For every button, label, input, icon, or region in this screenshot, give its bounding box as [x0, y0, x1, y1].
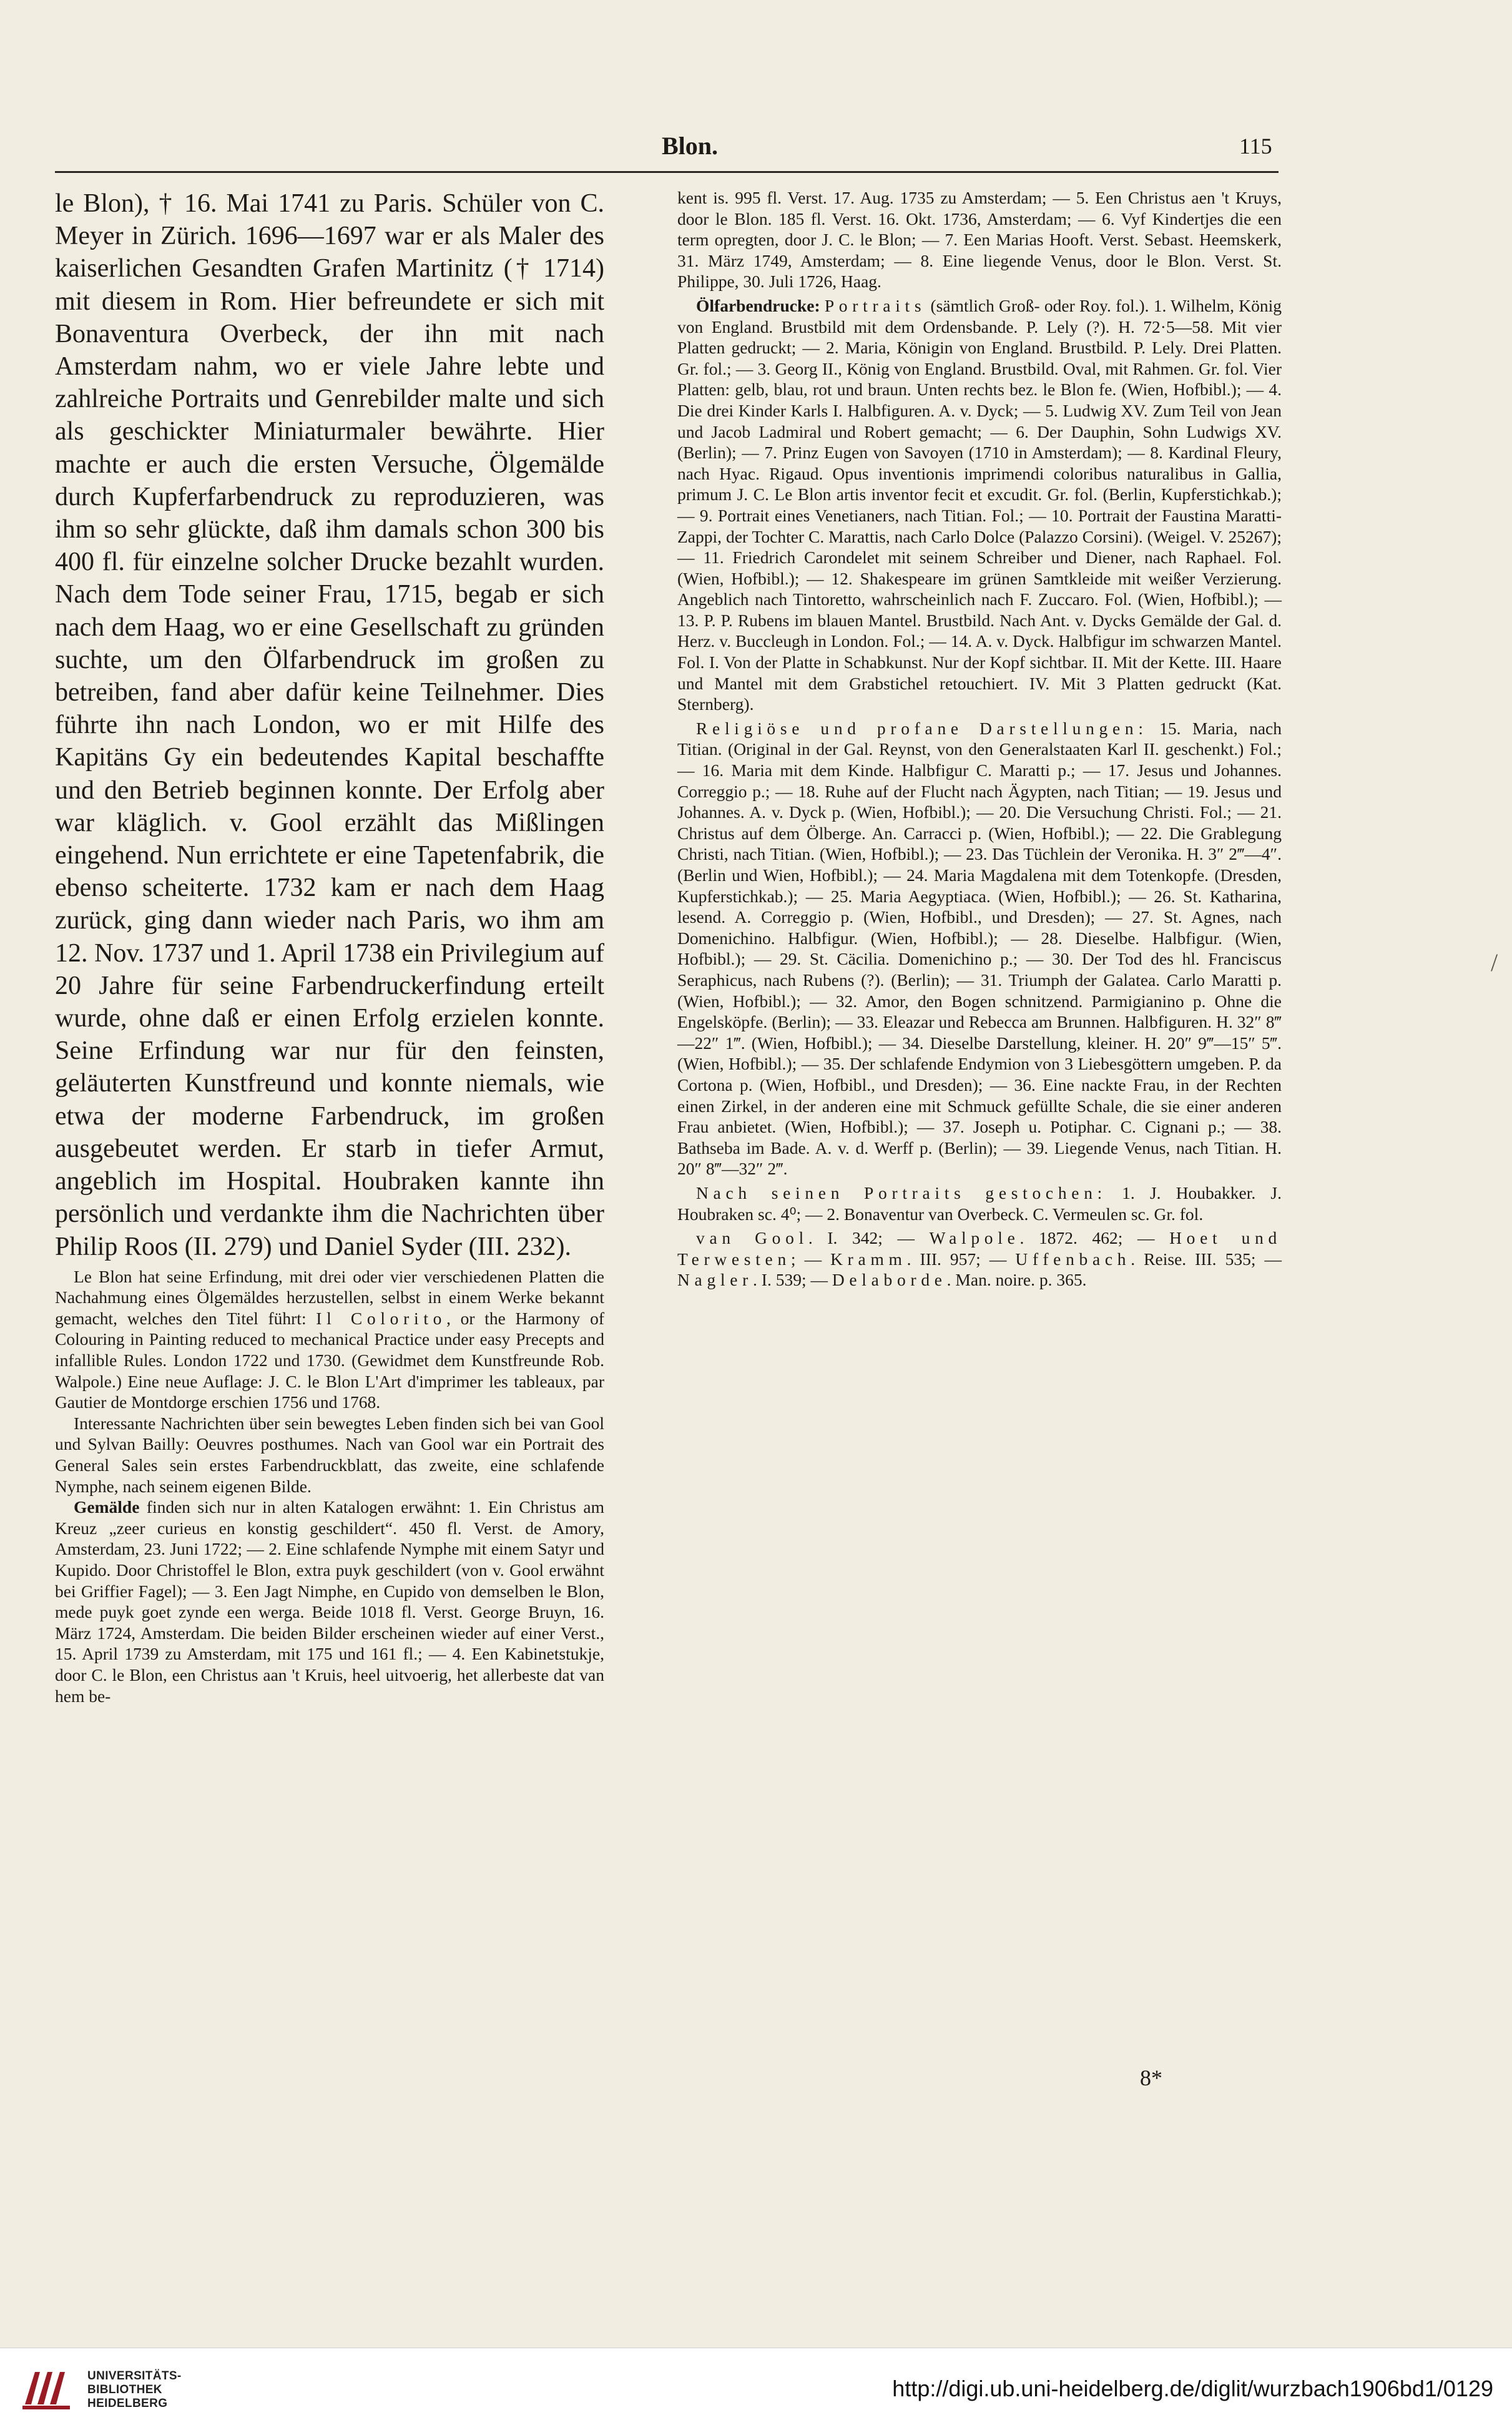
- section-heading: Ölfarbendrucke:: [696, 295, 820, 315]
- literature-paragraph: [677, 1227, 1282, 1291]
- subsection-heading: Religiöse und profane Darstellungen:: [696, 718, 1148, 738]
- book-title: Il Colorito: [316, 1308, 447, 1328]
- running-title: Blon.: [661, 132, 719, 160]
- reference-text: . 1872. 462; —: [1019, 1228, 1170, 1248]
- prints-paragraph: [677, 295, 1282, 715]
- section-heading: Gemälde: [74, 1497, 140, 1517]
- reference-text: . I. 539; —: [753, 1270, 832, 1290]
- note-paragraph: [55, 1266, 604, 1413]
- author-name: Kramm: [830, 1249, 907, 1269]
- author-name: Nagler: [677, 1270, 754, 1290]
- note-text: , or the Harmony of Colouring in Painting reduced to mechanical Practice under easy Precepts and infallible Rules. London 1722 und 1730. (Gewidmet dem Kunstfreunde Rob. Walpole.) Eine neue Auflage: J. C. le Blon L'Art d'imprimer les tableaux, par Gautier de Montdorge erschien 1756 und 1768.: [55, 1308, 605, 1412]
- religious-text: 15. Maria, nach Titian. (Original in der Gal. Reynst, von den Generalstaaten Karl II. geschenkt.) Fol.; — 16. Maria mit dem Kinde. Halbfigur C. Maratti p.; — 17. Jesus und Johannes. Correggio p.; — 18. Ruhe auf der Flucht nach Ägypten, nach Titian; — 19. Jesus und Johannes. A. v. Dyck p. (Wien, Hofbibl.); — 20. Die Versuchung Christi. Fol.; — 21. Christus auf dem Ölberge. An. Carracci p. (Wien, Hofbibl.); — 22. Die Grablegung Christi, nach Titian. (Wien, Hofbibl.); — 23. Das Tüchlein der Veronika. H. 3″ 2‴—4″. (Berlin und Wien, Hofbibl.); — 24. Maria Magdalena mit dem Totenkopfe. (Dresden, Kupferstichkab.); — 25. Maria Aegyptiaca. (Wien, Hofbibl.); — 26. St. Katharina, lesend. A. Correggio p. (Wien, Hofbibl., und Dresden); — 27. St. Agnes, nach Domenichino. Halbfigur. (Wien, Hofbibl.); — 28. Dieselbe. Halbfigur. (Wien, Hofbibl.); — 29. St. Cäcilia. Domenichino p.; — 30. Der Tod des hl. Franciscus Seraphicus, nach Rubens (?). (Berlin); — 31. Triumph der Galatea. Carlo Maratti p. (Wien, Hofbibl.); — 32. Amor, den Bogen schnitzend. Parmigianino p. Ohne die Engelsköpfe. (Berlin); — 33. Eleazar und Rebecca am Brunnen. Halbfiguren. H. 32″ 8‴—22″ 1‴. (Wien, Hofbibl.); — 34. Dieselbe Darstellung, kleiner. H. 20″ 9‴—15″ 5‴. (Wien, Hofbibl.); — 35. Der schlafende Endymion von 3 Liebesgöttern umgeben. P. da Cortona p. (Wien, Hofbibl., und Dresden); — 36. Eine nackte Frau, in der Rechten einen Zirkel, in der anderen eine mit Schmuck gefüllte Schale, die sie einer anderen Frau anbietet. (Wien, Hofbibl.); — 37. Joseph u. Potiphar. C. Cignani p.; — 38. Bathseba im Bade. A. v. d. Werff p. (Berlin); — 39. Liegende Venus, nach Titian. H. 20″ 8‴—32″ 2‴.: [677, 718, 1282, 1179]
- note-paragraph: Interessante Nachrichten über sein bewegtes Leben finden sich bei van Gool und Sylvan Bailly: Oeuvres posthumes. Nach van Gool war ein Portrait des General Sales sein erstes Farbendruckblatt, das zweite, eine schlafende Nymphe, nach seinem eigenen Bilde.: [55, 1413, 604, 1496]
- logo-line: UNIVERSITÄTS-: [87, 2369, 182, 2383]
- reference-text: . III. 957; —: [906, 1249, 1016, 1269]
- author-name: Uffenbach: [1015, 1249, 1131, 1269]
- reference-text: . Man. noire. p. 365.: [946, 1270, 1087, 1290]
- author-name: Hoet und Terwesten: [677, 1228, 1282, 1269]
- subsection-heading: Nach seinen Portraits gestochen:: [696, 1183, 1107, 1203]
- religious-paragraph: [677, 718, 1282, 1179]
- library-name[interactable]: [87, 2369, 182, 2411]
- university-library-logo-icon[interactable]: [16, 2363, 79, 2414]
- prints-text: (sämtlich Groß- oder Roy. fol.). 1. Wilhelm, König von England. Brustbild mit dem Ordensbande. P. Lely (?). H. 72·5—58. Mit vier Platten gedruckt; — 2. Maria, Königin von England. Brustbild. P. Lely. Drei Platten. Gr. fol.; — 3. Georg II., König von England. Brustbild. Oval, mit Rahmen. Gr. fol. Vier Platten: gelb, blau, rot und braun. Unten rechts bez. le Blon fe. (Wien, Hofbibl.); — 4. Die drei Kinder Karls I. Halbfiguren. A. v. Dyck; — 5. Ludwig XV. Zum Teil von Jean und Jacob Ladmiral und Robert gemacht; — 6. Der Dauphin, Sohn Ludwigs XV. (Berlin); — 7. Prinz Eugen von Savoyen (1710 in Amsterdam); — 8. Kardinal Fleury, nach Hyac. Rigaud. Opus inventionis imprimendi coloribus naturalibus in Gallia, primum J. C. Le Blon artis inventor fecit et excudit. Gr. fol. (Berlin, Kupferstichkab.); — 9. Portrait eines Venetianers, nach Titian. Fol.; — 10. Portrait der Faustina Maratti-Zappi, der Tochter C. Marattis, nach Carlo Dolce (Palazzo Corsini). (Weigel. V. 25267); — 11. Friedrich Carondelet mit seinem Schreiber und Diener, nach Raphael. Fol. (Wien, Hofbibl.); — 12. Shakespeare im grünen Samtkleide mit weißer Verzierung. Angeblich nach Tintoretto, wahrscheinlich nach F. Zuccaro. Fol. (Wien, Hofbibl.); — 13. P. P. Rubens im blauen Mantel. Brustbild. Nach Ant. v. Dycks Gemälde der Gal. d. Herz. v. Buccleugh in London. Fol.; — 14. A. v. Dyck. Halbfigur im schwarzen Mantel. Fol. I. Von der Platte in Schabkunst. Nur der Kopf sichtbar. II. Mit der Kette. III. Haare und Mantel mit dem Grabstichel retouchiert. IV. Mit 3 Platten gedruckt (Kat. Sternberg).: [677, 295, 1282, 714]
- reference-text: . I. 342; —: [808, 1228, 930, 1248]
- paintings-paragraph: [55, 1497, 604, 1706]
- paintings-text: finden sich nur in alten Katalogen erwähnt: 1. Ein Christus am Kreuz „zeer curieus en konstig geschildert“. 450 fl. Verst. de Amory, Amsterdam, 23. Juni 1722; — 2. Eine schlafende Nymphe mit einem Satyr und Kupido. Door Christoffel le Blon, extra puyk geschildert (von v. Gool erwähnt bei Griffier Fagel); — 3. Een Jagt Nimphe, en Cupido von demselben le Blon, mede puyk goet zynde een werga. Beide 1018 fl. Verst. George Bruyn, 16. März 1724, Amsterdam. Die beiden Bilder erscheinen wieder auf einer Verst., 15. April 1739 zu Amsterdam, mit 175 und 161 fl.; — 4. Een Kabinetstukje, door C. le Blon, een Christus aan 't Kruis, heel uitvoerig, het allerbeste dat van hem be-: [55, 1497, 604, 1706]
- logo-line: HEIDELBERG: [87, 2397, 168, 2410]
- engravings-paragraph: [677, 1183, 1282, 1224]
- page-number: 115: [1239, 134, 1272, 159]
- engravings-text: 1. J. Houbakker. J. Houbraken sc. 4⁰; — 2. Bonaventur van Overbeck. C. Vermeulen sc. Gr. fol.: [677, 1183, 1282, 1224]
- author-name: Walpole: [929, 1228, 1020, 1248]
- subsection-heading: Portraits: [824, 295, 926, 315]
- paintings-continued: kent is. 995 fl. Verst. 17. Aug. 1735 zu Amsterdam; — 5. Een Christus aen 't Kruys, door le Blon. 185 fl. Verst. 16. Okt. 1736, Amsterdam; — 6. Vyf Kindertjes die een term opregten, door J. C. le Blon; — 7. Een Marias Hooft. Verst. Sebast. Heemskerk, 31. März 1749, Amsterdam; — 8. Eine liegende Venus, door le Blon. Verst. St. Philippe, 30. Juli 1726, Haag.: [677, 188, 1282, 292]
- reference-text: ; —: [790, 1249, 831, 1269]
- signature-mark: 8*: [1140, 2065, 1162, 2090]
- viewer-footer: [0, 2348, 1512, 2430]
- note-text: Le Blon hat seine Erfindung, mit drei oder vier verschiedenen Platten die Nachahmung eines Ölgemäldes herzustellen, selbst in einem Werke bekannt gemacht, welches den Titel führt:: [55, 1266, 604, 1328]
- permalink-url[interactable]: http://digi.ub.uni-heidelberg.de/diglit/wurzbach1906bd1/0129: [892, 2376, 1493, 2401]
- logo-line: BIBLIOTHEK: [87, 2383, 162, 2396]
- header-rule: [55, 171, 1279, 173]
- left-column: [55, 187, 604, 1706]
- author-name: Delaborde: [832, 1270, 947, 1290]
- right-column: [677, 187, 1282, 1291]
- margin-mark: /: [1491, 948, 1498, 976]
- biography-paragraph: le Blon), † 16. Mai 1741 zu Paris. Schüler von C. Meyer in Zürich. 1696—1697 war er als Maler des kaiserlichen Gesandten Grafen Martinitz († 1714) mit diesem in Rom. Hier befreundete er sich mit Bonaventura Overbeck, der ihn mit nach Amsterdam nahm, wo er viele Jahre lebte und zahlreiche Portraits und Genrebilder malte und sich als geschickter Miniaturmaler bewährte. Hier machte er auch die ersten Versuche, Ölgemälde durch Kupferfarbendruck zu reproduzieren, was ihm so sehr glückte, daß ihm damals schon 300 bis 400 fl. für einzelne solcher Drucke bezahlt wurden. Nach dem Tode seiner Frau, 1715, begab er sich nach dem Haag, wo er eine Gesellschaft zu gründen suchte, um den Ölfarbendruck im großen zu betreiben, fand aber dafür keine Teilnehmer. Dies führte ihn nach London, wo er mit Hilfe des Kapitäns Gy ein bedeutendes Kapital beschaffte und den Betrieb beginnen konnte. Der Erfolg aber war kläglich. v. Gool erzählt das Mißlingen eingehend. Nun errichtete er eine Tapetenfabrik, die ebenso scheiterte. 1732 kam er nach dem Haag zurück, ging dann wieder nach Paris, wo ihm am 12. Nov. 1737 und 1. April 1738 ein Privilegium auf 20 Jahre für seine Farbendruckerfindung erteilt wurde, ohne daß er einen Erfolg erzielen konnte. Seine Erfindung war nur für den feinsten, geläuterten Kunstfreund und konnte niemals, wie etwa der moderne Farbendruck, im großen ausgebeutet werden. Er starb in tiefer Armut, angeblich im Hospital. Houbraken kannte ihn persönlich und verdankte ihm die Nachrichten über Philip Roos (II. 279) und Daniel Syder (III. 232).: [55, 189, 604, 1261]
- reference-text: . Reise. III. 535; —: [1131, 1249, 1282, 1269]
- author-name: van Gool: [696, 1228, 808, 1248]
